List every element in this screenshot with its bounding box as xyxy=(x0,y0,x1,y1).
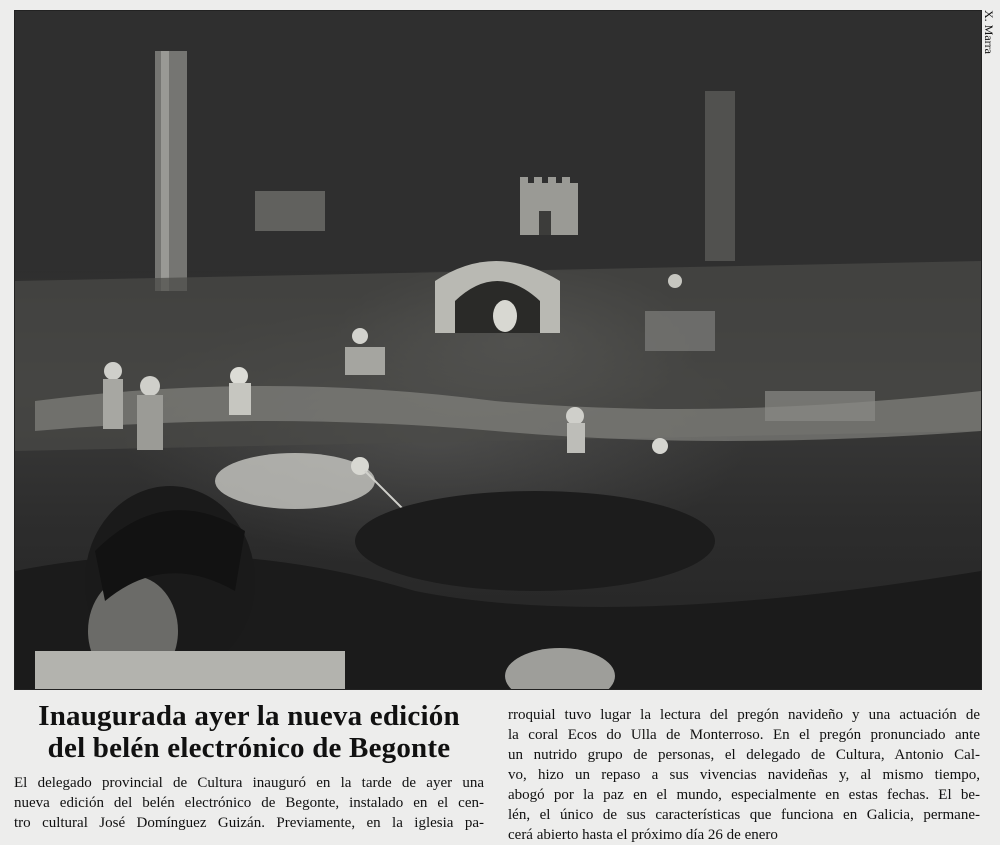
photo-illustration xyxy=(15,11,981,689)
article-body-right-column xyxy=(508,705,980,845)
body-line: abogó por la paz en el mundo, especialmente en estas fechas. El be- xyxy=(508,787,980,803)
body-line: cerá abierto hasta el próximo día 26 de enero xyxy=(508,827,778,843)
body-line: nueva edición del belén electrónico de Begonte, instalado en el cen- xyxy=(14,795,484,811)
body-line: un nutrido grupo de personas, el delegado de Cultura, Antonio Cal- xyxy=(508,747,980,763)
headline-line-1: Inaugurada ayer la nueva edición xyxy=(38,700,460,732)
body-line: El delegado provincial de Cultura inauguró en la tarde de ayer una xyxy=(14,775,484,791)
headline-line-2: del belén electrónico de Begonte xyxy=(47,732,451,764)
nativity-scene-photo xyxy=(14,10,982,690)
photo-credit: X. Marra xyxy=(982,10,996,54)
body-line: lén, el único de sus características que funciona en Galicia, permane- xyxy=(508,807,980,823)
body-line: rroquial tuvo lugar la lectura del pregón navideño y una actuación de xyxy=(508,707,980,723)
article-headline xyxy=(14,700,484,764)
article-body-left-column xyxy=(14,773,484,833)
body-line: la coral Ecos do Ulla de Monterroso. En el pregón pronunciado ante xyxy=(508,727,980,743)
body-line: tro cultural José Domínguez Guizán. Previamente, en la iglesia pa- xyxy=(14,815,484,831)
body-line: vo, hizo un repaso a sus vivencias navideñas y, al mismo tiempo, xyxy=(508,767,980,783)
